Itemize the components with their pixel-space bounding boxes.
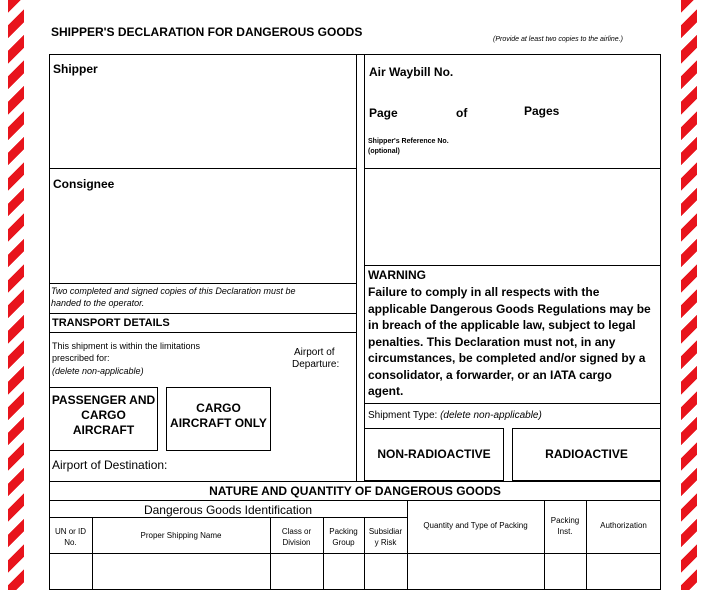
identification-divider xyxy=(49,517,407,518)
destination-label: Airport of Destination: xyxy=(52,458,168,472)
warning-line: in breach of the applicable law, subject to legal xyxy=(368,318,636,332)
limitation-line1: This shipment is within the limitations xyxy=(52,341,201,351)
non-radioactive-option[interactable] xyxy=(364,428,504,481)
consignee-divider xyxy=(49,283,356,284)
awb-divider xyxy=(364,168,661,169)
warning-line: circumstances, be completed and/or signed by a xyxy=(368,351,646,365)
pax-line1: PASSENGER AND xyxy=(51,393,156,407)
warning-line: applicable Dangerous Goods Regulations may be xyxy=(368,301,651,316)
col-psn-header: Proper Shipping Name xyxy=(140,531,222,540)
left-hatched-border xyxy=(8,0,24,590)
shipper-field[interactable] xyxy=(52,80,352,165)
warning-top-divider xyxy=(364,265,661,266)
right-hatched-border xyxy=(681,0,697,590)
shipper-reference-optional: (optional) xyxy=(368,148,400,155)
nature-title-divider xyxy=(49,500,661,501)
col-subsidiary-risk-header: Subsidiar y Risk xyxy=(368,527,403,547)
cargo-line2: AIRCRAFT ONLY xyxy=(170,416,267,430)
page-label: Page xyxy=(369,106,398,120)
cargo-aircraft-only-option[interactable] xyxy=(166,387,271,451)
transport-details-title: TRANSPORT DETAILS xyxy=(52,317,170,329)
goods-entry-row[interactable] xyxy=(50,555,660,589)
col-authorization-header: Authorization xyxy=(600,521,647,530)
transport-title-divider xyxy=(49,332,356,333)
warning-title: WARNING xyxy=(368,268,426,282)
shipper-label: Shipper xyxy=(53,62,98,76)
pax-line3: AIRCRAFT xyxy=(72,423,135,437)
warning-bottom-divider xyxy=(364,403,661,404)
nature-top-divider xyxy=(49,481,661,482)
cargo-line1: CARGO xyxy=(196,401,241,415)
col-class-header: Class or Division xyxy=(281,527,312,547)
column-header-divider xyxy=(49,553,661,554)
shipper-reference-label: Shipper's Reference No. xyxy=(368,138,449,145)
awb-remarks-field[interactable] xyxy=(368,172,658,260)
nature-title: NATURE AND QUANTITY OF DANGEROUS GOODS xyxy=(209,484,501,498)
departure-label-line2: Departure: xyxy=(292,359,340,370)
col-quantity-header: Quantity and Type of Packing xyxy=(423,521,528,530)
copies-instruction: (Provide at least two copies to the airline.) xyxy=(493,36,623,43)
passenger-cargo-aircraft-option[interactable] xyxy=(49,387,158,451)
copies-divider xyxy=(49,313,356,314)
warning-text xyxy=(368,284,651,400)
radioactive-label: RADIOACTIVE xyxy=(545,447,628,461)
departure-label-line1: Airport of xyxy=(294,347,335,358)
col-packing-group-header: Packing Group xyxy=(329,527,358,547)
limitation-delete-note: (delete non-applicable) xyxy=(52,366,144,376)
pax-line2: CARGO xyxy=(81,408,126,422)
identification-title: Dangerous Goods Identification xyxy=(143,503,313,517)
right-column-edge xyxy=(364,54,365,481)
radioactive-option[interactable] xyxy=(512,428,661,481)
shipment-type-label: Shipment Type: (delete non-applicable) xyxy=(368,410,542,421)
col-un-header: UN or ID No. xyxy=(54,527,87,547)
awb-number-field[interactable] xyxy=(470,62,655,82)
non-radioactive-label: NON-RADIOACTIVE xyxy=(377,447,491,461)
center-divider xyxy=(356,54,357,481)
warning-line: Failure to comply in all respects with the xyxy=(368,285,600,299)
of-label: of xyxy=(456,106,468,120)
copies-note-line2: handed to the operator. xyxy=(51,298,145,308)
warning-line: penalties. This Declaration must not, in any xyxy=(368,334,616,349)
shipper-divider xyxy=(49,168,356,169)
warning-line: agent. xyxy=(368,384,404,398)
consignee-label: Consignee xyxy=(53,177,115,191)
form-title: SHIPPER'S DECLARATION FOR DANGEROUS GOODS xyxy=(51,25,363,39)
limitation-line2: prescribed for: xyxy=(52,353,110,363)
pages-label: Pages xyxy=(524,104,560,118)
awb-label: Air Waybill No. xyxy=(369,65,454,79)
col-packing-inst-header: Packing Inst. xyxy=(550,516,580,536)
consignee-field[interactable] xyxy=(52,195,352,279)
warning-line: consolidator, a forwarder, or an IATA cargo xyxy=(368,367,612,382)
copies-note-line1: Two completed and signed copies of this Declaration must be xyxy=(51,286,296,296)
